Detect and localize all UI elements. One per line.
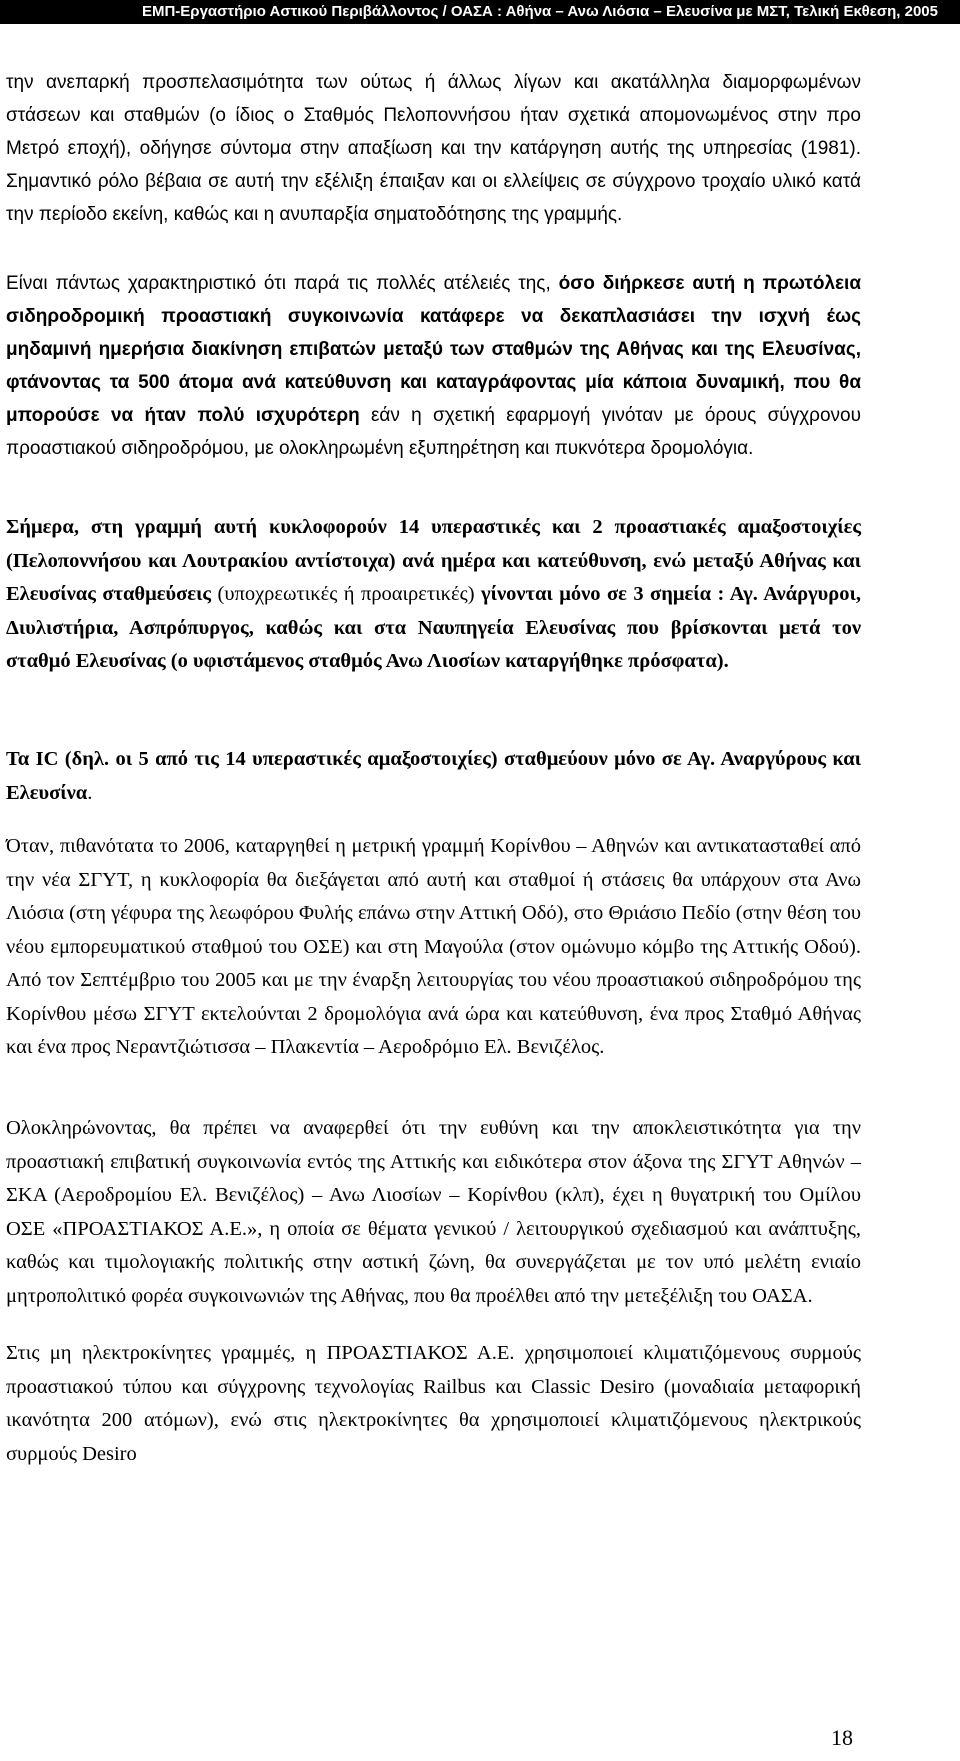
document-header: ΕΜΠ-Εργαστήριο Αστικού Περιβάλλοντος / ΟΑΣΑ : Αθήνα – Ανω Λιόσια – Ελευσίνα με ΜΣΤ, Τελική Εκθεση, 2005 — [0, 0, 960, 24]
paragraph-3 — [0, 511, 861, 679]
paragraph-6: Ολοκληρώνοντας, θα πρέπει να αναφερθεί ότι την ευθύνη και την αποκλειστικότητα για την προαστιακή επιβατική συγκοινωνία εντός της Αττικής και ειδικότερα στον άξονα της ΣΓΥΤ Αθηνών – ΣΚΑ (Αεροδρομίου Ελ. Βενιζέλος) – Ανω Λιοσίων – Κορίνθου (κλπ), έχει η θυγατρική του Ομίλου ΟΣΕ «ΠΡΟΑΣΤΙΑΚΟΣ Α.Ε.», η οποία σε θέματα γενικού / λειτουργικού σχεδιασμού και ανάπτυξης, καθώς και τιμολογιακής πολιτικής στην αστική ζώνη, θα συνεργάζεται με τον υπό μελέτη ενιαίο μητροπολιτικό φορέα συγκοινωνιών της Αθήνας, που θα προέλθει από την μετεξέλιξη του ΟΑΣΑ. — [6, 1117, 861, 1307]
paragraph-2 — [0, 267, 861, 465]
paragraph-4-emphasis: Τα IC (δηλ. οι 5 από τις 14 υπεραστικές αμαξοστοιχίες) σταθμεύουν μόνο σε Αγ. Αναργύρους και Ελευσίνα — [6, 748, 861, 804]
paragraph-1: την ανεπαρκή προσπελασιμότητα των ούτως ή άλλως λίγων και ακατάλληλα διαμορφωμένων στάσεων και σταθμών (ο ίδιος ο Σταθμός Πελοποννήσου ήταν σχετικά απομονωμένος στην προ Μετρό εποχή), οδήγησε σύντομα στην απαξίωση και την κατάργηση αυτής της υπηρεσίας (1981). Σημαντικό ρόλο βέβαια σε αυτή την εξέλιξη έπαιξαν και οι ελλείψεις σε σύγχρονο τροχαίο υλικό κατά την περίοδο εκείνη, καθώς και η ανυπαρξία σηματοδότησης της γραμμής. — [6, 72, 861, 225]
paragraph-3-emphasis-2: γίνονται μόνο σε 3 σημεία : Αγ. Ανάργυροι, Διυλιστήρια, Ασπρόπυργος, καθώς και στα Ναυπηγεία Ελευσίνας που βρίσκονται μετά τον σταθμό Ελευσίνας (ο υφιστάμενος σταθμός Ανω Λιοσίων καταργήθηκε πρόσφατα). — [6, 583, 861, 672]
paragraph-4 — [0, 743, 861, 810]
paragraph-2-outro: εάν η σχετική εφαρμογή γινόταν με όρους σύγχρονου προαστιακού σιδηροδρόμου, με ολοκληρωμένη εξυπηρέτηση και πυκνότερα δρομολόγια. — [6, 405, 861, 459]
paragraph-3-plain: (υποχρεωτικές ή προαιρετικές) — [211, 583, 481, 605]
paragraph-2-intro: Είναι πάντως χαρακτηριστικό ότι παρά τις πολλές ατέλειές της, — [6, 273, 559, 294]
paragraph-7: Στις μη ηλεκτροκίνητες γραμμές, η ΠΡΟΑΣΤΙΑΚΟΣ Α.Ε. χρησιμοποιεί κλιματιζόμενους συρμούς προαστιακού τύπου και σύγχρονης τεχνολογίας Railbus και Classic Desiro (μοναδιαία μεταφορική ικανότητα 200 ατόμων), ενώ στις ηλεκτροκίνητες θα χρησιμοποιεί κλιματιζόμενους ηλεκτρικούς συρμούς Desiro — [6, 1342, 861, 1465]
paragraph-2-emphasis: όσο διήρκεσε αυτή η πρωτόλεια σιδηροδρομική προαστιακή συγκοινωνία κατάφερε να δεκαπλασιάσει την ισχνή έως μηδαμινή ημερήσια διακίνηση επιβατών μεταξύ των σταθμών της Αθήνας και της Ελευσίνας, φτάνοντας τα 500 άτομα ανά κατεύθυνση και καταγράφοντας μία κάποια δυναμική, που θα μπορούσε να ήταν πολύ ισχυρότερη — [6, 273, 861, 426]
paragraph-4-end: . — [87, 781, 93, 804]
paragraph-5: Όταν, πιθανότατα το 2006, καταργηθεί η μετρική γραμμή Κορίνθου – Αθηνών και αντικατασταθεί από την νέα ΣΓΥΤ, η κυκλοφορία θα διεξάγεται από αυτή και σταθμοί ή στάσεις θα υπάρχουν στα Ανω Λιόσια (στη γέφυρα της λεωφόρου Φυλής επάνω στην Αττική Οδό), στο Θριάσιο Πεδίο (στην θέση του νέου εμπορευματικού σταθμού του ΟΣΕ) και στη Μαγούλα (στον ομώνυμο κόμβο της Αττικής Οδού). Από τον Σεπτέμβριο του 2005 και με την έναρξη λειτουργίας του νέου προαστιακού σιδηροδρόμου της Κορίνθου μέσω ΣΓΥΤ εκτελούνται 2 δρομολόγια ανά ώρα και κατεύθυνση, ένα προς Σταθμό Αθήνας και ένα προς Νεραντζιώτισσα – Πλακεντία – Αεροδρόμιο Ελ. Βενιζέλος. — [6, 835, 861, 1058]
paragraph-3-emphasis-1: Σήμερα, στη γραμμή αυτή κυκλοφορούν 14 υπεραστικές και 2 προαστιακές αμαξοστοιχίες (Πελοποννήσου και Λουτρακίου αντίστοιχα) ανά ημέρα και κατεύθυνση, ενώ μεταξύ Αθήνας και Ελευσίνας σταθμεύσεις — [6, 516, 861, 605]
page-number: 18 — [831, 1725, 853, 1750]
